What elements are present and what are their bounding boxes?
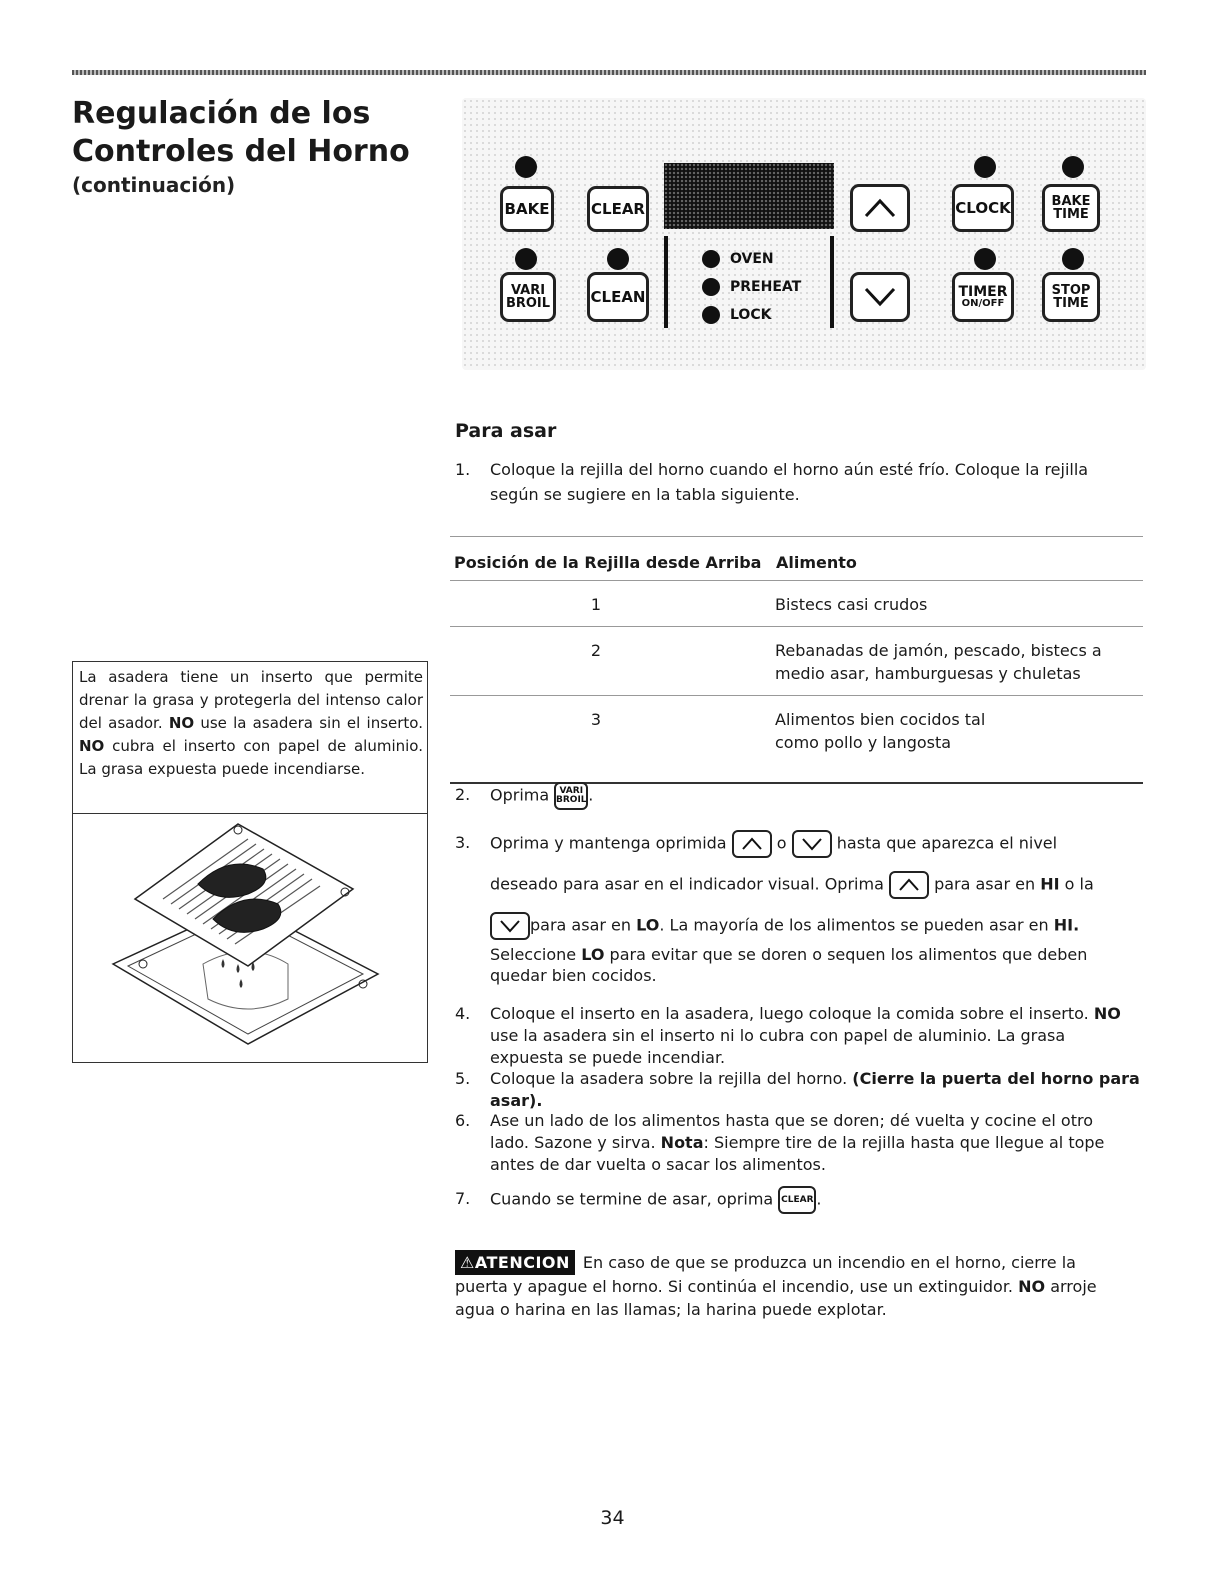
step-4-text-b: use la asadera sin el inserto ni lo cubra con papel de aluminio. La grasa expuesta se puede incendiar. (490, 1026, 1066, 1067)
inline-vari-label-2: BROIL (556, 795, 587, 805)
note-text-a: La asadera tiene un inserto que permite drenar la grasa y protegerla del intenso calor del asador. (79, 668, 423, 732)
step-5 (455, 1068, 1140, 1112)
cell-position: 1 (450, 581, 772, 627)
lock-indicator-label: LOCK (730, 307, 772, 323)
warning-text-b: arroje agua o harina en las llamas; la harina puede explotar. (455, 1277, 1097, 1319)
clock-key-label: CLOCK (955, 198, 1011, 217)
up-arrow-key (850, 184, 910, 232)
step-7-number: 7. (455, 1189, 471, 1208)
step-3-text-h: Seleccione (490, 945, 577, 964)
lock-dot (702, 306, 720, 324)
step-2: 2. Oprima VARI BROIL . (455, 782, 593, 810)
preheat-dot (702, 278, 720, 296)
note-no-2: NO (79, 737, 105, 755)
step-3-text-a: Oprima y mantenga oprimida (490, 833, 727, 853)
timer-key (952, 272, 1014, 322)
bake-key (500, 186, 554, 232)
vari-broil-inline-key (554, 782, 588, 810)
rack-position-table (450, 536, 1143, 784)
divider-left (664, 236, 668, 328)
chevron-down-icon (498, 918, 522, 934)
stop-time-led (1062, 248, 1084, 270)
step-6-text-a: Ase un lado de los alimentos hasta que se doren; dé vuelta y cocine el otro lado. Sazone y sirva. (490, 1111, 1093, 1152)
title-line-2: Controles del Horno (72, 134, 410, 169)
title-line-1: Regulación de los (72, 96, 371, 131)
divider-right (830, 236, 834, 328)
col-header-food: Alimento (772, 537, 1143, 581)
inline-vari-label-1: VARI (559, 786, 584, 796)
step-3-text-c: deseado para asar en el indicador visual. Oprima (490, 874, 884, 894)
chevron-down-icon (800, 836, 824, 852)
step-4-number: 4. (455, 1004, 471, 1023)
step-3-lo2: LO (581, 945, 605, 964)
step-3-text-b: hasta que aparezca el nivel (836, 833, 1058, 853)
broil-pan-note-box (72, 661, 428, 1063)
warning-badge (455, 1250, 575, 1275)
inline-clear-label: CLEAR (781, 1194, 814, 1205)
chevron-up-icon (740, 836, 764, 852)
note-no-1: NO (168, 714, 195, 732)
warning-triangle-icon: ⚠ (460, 1253, 475, 1272)
bake-led (515, 156, 537, 178)
step-3-hi2: HI. (1053, 915, 1080, 935)
cell-food: Alimentos bien cocidos tal como pollo y langosta (772, 696, 1143, 784)
note-text-c: cubra el inserto con papel de aluminio. La grasa expuesta puede incendiarse. (79, 737, 423, 778)
step-1-number: 1. (455, 460, 471, 479)
step-6-text-b: : Siempre tire de la rejilla hasta que llegue al tope antes de dar vuelta o sacar los alimentos. (490, 1133, 1105, 1174)
oven-indicator (702, 250, 774, 268)
up-inline-key (732, 830, 772, 858)
bake-key-label: BAKE (504, 199, 550, 218)
step-3-hi: HI (1040, 874, 1060, 894)
warning-text-a: En caso de que se produzca un incendio en el horno, cierre la puerta y apague el horno. Si continúa el incendio, use un extinguidor. (455, 1253, 1076, 1296)
vari-broil-key (500, 272, 556, 322)
step-5-text-b: (Cierre la puerta del horno para asar). (490, 1069, 1140, 1110)
clean-led (607, 248, 629, 270)
stop-label-2: TIME (1053, 296, 1089, 311)
table-header-row (450, 537, 1143, 581)
step-3 (455, 830, 1135, 986)
preheat-indicator-label: PREHEAT (730, 279, 802, 295)
oven-control-panel (462, 98, 1146, 370)
step-3-text-e: o la (1064, 874, 1094, 894)
stop-time-key (1042, 272, 1100, 322)
step-2-number: 2. (455, 785, 471, 804)
page-number: 34 (600, 1507, 625, 1529)
warning-no: NO (1018, 1277, 1046, 1296)
step-5-number: 5. (455, 1069, 471, 1088)
step-5-text-a: Coloque la asadera sobre la rejilla del horno. (490, 1069, 848, 1088)
oven-indicator-label: OVEN (730, 251, 774, 267)
step-3-text-f: para asar en (530, 915, 632, 935)
cell-position: 2 (450, 627, 772, 696)
chevron-up-icon (862, 196, 898, 220)
top-rule (72, 70, 1146, 75)
clear-inline-key (778, 1186, 816, 1214)
step-6 (455, 1110, 1135, 1176)
step-7-text: Cuando se termine de asar, oprima (490, 1189, 774, 1209)
col-header-position: Posición de la Rejilla desde Arriba (450, 537, 772, 581)
broil-pan-icon (73, 814, 427, 1062)
cell-food: Rebanadas de jamón, pescado, bistecs a medio asar, hamburguesas y chuletas (772, 627, 1143, 696)
step-1-text: Coloque la rejilla del horno cuando el horno aún esté frío. Coloque la rejilla según se sugiere en la tabla siguiente. (490, 460, 1089, 504)
warning-block (455, 1250, 1125, 1321)
preheat-indicator (702, 278, 801, 296)
table-row (450, 581, 1143, 627)
chevron-down-icon (862, 285, 898, 309)
vari-broil-led (515, 248, 537, 270)
lock-indicator (702, 306, 771, 324)
cell-position: 3 (450, 696, 772, 784)
step-1 (455, 457, 1115, 507)
step-3-text-i: para evitar que se doren o sequen los alimentos que deben quedar bien cocidos. (490, 945, 1088, 985)
clean-key-label: CLEAN (590, 287, 646, 306)
clear-key-label: CLEAR (591, 199, 645, 218)
oven-dot (702, 250, 720, 268)
step-4-no: NO (1093, 1004, 1121, 1023)
note-text-b: use la asadera sin el inserto. (200, 714, 423, 732)
step-3-lo: LO (636, 915, 660, 935)
bake-time-led (1062, 156, 1084, 178)
bake-time-label-1: BAKE (1051, 194, 1091, 209)
timer-label-1: TIMER (958, 284, 1008, 300)
display-screen (664, 163, 834, 229)
step-6-nota: Nota (660, 1133, 704, 1152)
down-inline-key (792, 830, 832, 858)
vari-label-2: BROIL (505, 296, 551, 311)
step-7: 7. Cuando se termine de asar, oprima CLEAR . (455, 1186, 821, 1214)
table-row (450, 696, 1143, 784)
vari-label-1: VARI (510, 283, 546, 298)
bake-time-label-2: TIME (1053, 207, 1089, 222)
clear-key (587, 186, 649, 232)
clock-key (952, 184, 1014, 232)
up-inline-key (889, 871, 929, 899)
step-4-text-a: Coloque el inserto en la asadera, luego coloque la comida sobre el inserto. (490, 1004, 1089, 1023)
step-3-or: o (776, 833, 787, 853)
table-row (450, 627, 1143, 696)
warning-badge-label: ATENCION (474, 1253, 570, 1272)
step-3-text-d: para asar en (934, 874, 1036, 894)
page-title (72, 95, 452, 197)
step-4 (455, 1003, 1140, 1069)
clock-led (974, 156, 996, 178)
broil-pan-illustration (73, 814, 427, 1062)
step-3-number: 3. (455, 833, 471, 852)
bake-time-key (1042, 184, 1100, 232)
title-subtitle: (continuación) (72, 173, 236, 197)
cell-food: Bistecs casi crudos (772, 581, 1143, 627)
note-text (73, 662, 427, 814)
section-title: Para asar (455, 420, 557, 442)
down-inline-key (490, 912, 530, 940)
step-6-number: 6. (455, 1111, 471, 1130)
down-arrow-key (850, 272, 910, 322)
chevron-up-icon (897, 877, 921, 893)
stop-label-1: STOP (1051, 283, 1091, 298)
step-3-text-g: . La mayoría de los alimentos se pueden asar en (659, 915, 1049, 935)
timer-label-2: ON/OFF (961, 298, 1005, 309)
clean-key (587, 272, 649, 322)
timer-led (974, 248, 996, 270)
step-2-text: Oprima (490, 785, 550, 805)
